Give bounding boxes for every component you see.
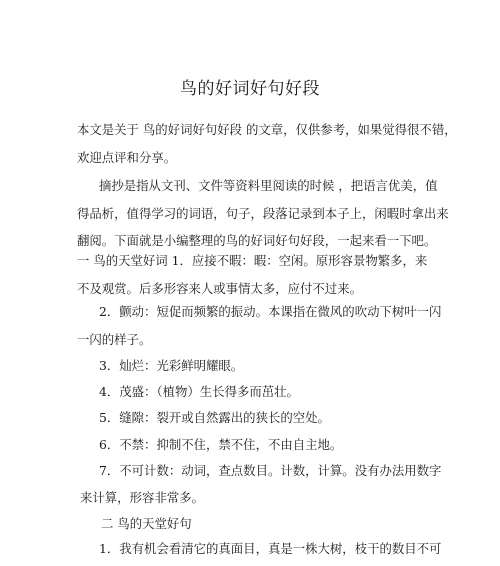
definition-2-line-1: 2．颤动：短促而频繁的振动。本课指在微风的吹动下树叶一闪 xyxy=(99,304,442,319)
definition-4: 4．茂盛：（植物）生长得多而茁壮。 xyxy=(99,384,299,399)
document-title: 鸟的好词好句好段 xyxy=(180,79,320,99)
intro-line-2: 欢迎点评和分享。 xyxy=(77,150,177,165)
definition-1-continued: 不及观赏。后多形容来人或事情太多，应付不过来。 xyxy=(77,281,362,296)
section-two-heading: 二 鸟的天堂好句 xyxy=(101,516,192,531)
definition-7-line-1: 7．不可计数：动词，查点数目。计数，计算。没有办法用数字 xyxy=(99,463,442,478)
section-one-heading-line: 一 鸟的天堂好词 1．应接不暇：暇：空闲。原形容景物繁多，来 xyxy=(77,253,428,268)
sentence-1-line-1: 1．我有机会看清它的真面目，真是一株大树，枝干的数目不可 xyxy=(99,541,442,556)
definition-6: 6．不禁：抑制不住，禁不住，不由自主地。 xyxy=(99,437,343,452)
definition-3: 3．灿烂：光彩鲜明耀眼。 xyxy=(99,358,244,373)
paragraph-line-2: 得品析，值得学习的词语，句子，段落记录到本子上，闲暇时拿出来 xyxy=(77,206,449,221)
paragraph-line-3: 翻阅。下面就是小编整理的鸟的好词好句好段，一起来看一下吧。 xyxy=(77,233,437,248)
definition-7-line-2: 来计算，形容非常多。 xyxy=(80,490,204,505)
definition-2-line-2: 一闪的样子。 xyxy=(77,332,152,347)
intro-line-1: 本文是关于 鸟的好词好句好段 的文章，仅供参考，如果觉得很不错， xyxy=(77,122,457,137)
paragraph-line-1: 摘抄是指从文刊、文件等资料里阅读的时候 ，把语言优美，值 xyxy=(99,178,438,193)
definition-5: 5．缝隙：裂开或自然露出的狭长的空处。 xyxy=(99,410,330,425)
